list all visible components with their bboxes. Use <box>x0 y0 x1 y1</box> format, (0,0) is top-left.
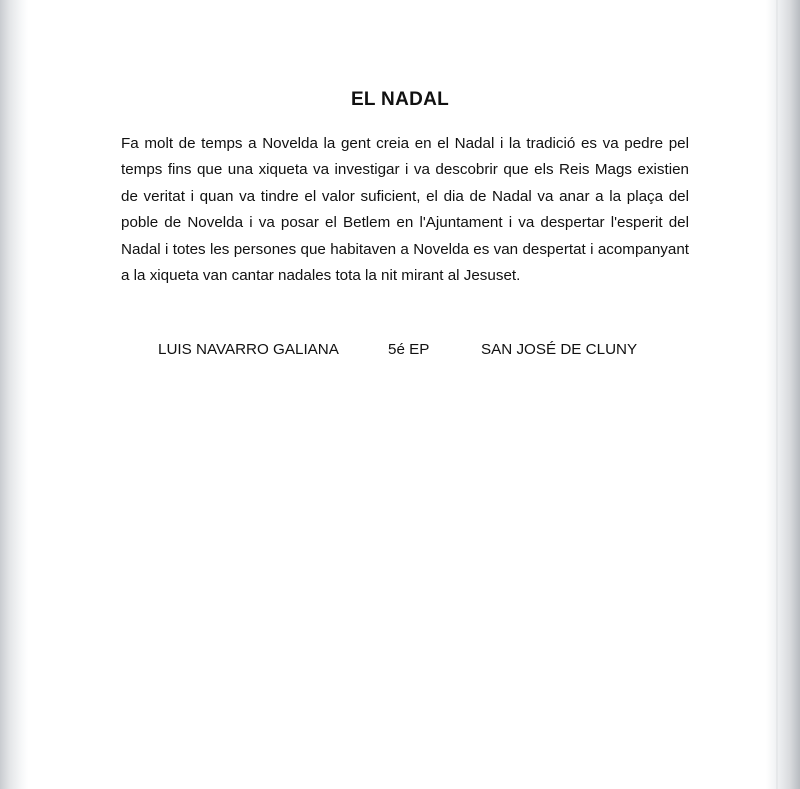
story-paragraph: Fa molt de temps a Novelda la gent creia en el Nadal i la tradició es va pedre pel temps fins que una xiqueta va investigar i va descobrir que els Reis Mags existien de veritat i quan va tindre el valor suficient, el dia de Nadal va anar a la plaça del poble de Novelda i va posar el Betlem en l'Ajuntament i va despertar l'esperit del Nadal i totes les persones que habitaven a Novelda es van despertat i acompanyant a la xiqueta van cantar nadales tota la nit mirant al Jesuset. <box>121 135 689 285</box>
author-grade: 5é EP <box>388 341 430 358</box>
school-name: SAN JOSÉ DE CLUNY <box>481 341 638 358</box>
page-title: EL NADAL <box>350 89 450 110</box>
scan-shadow-left <box>0 0 28 789</box>
scan-shadow-right <box>766 0 800 789</box>
scan-edge-line <box>776 0 778 789</box>
author-name: LUIS NAVARRO GALIANA <box>158 341 339 358</box>
